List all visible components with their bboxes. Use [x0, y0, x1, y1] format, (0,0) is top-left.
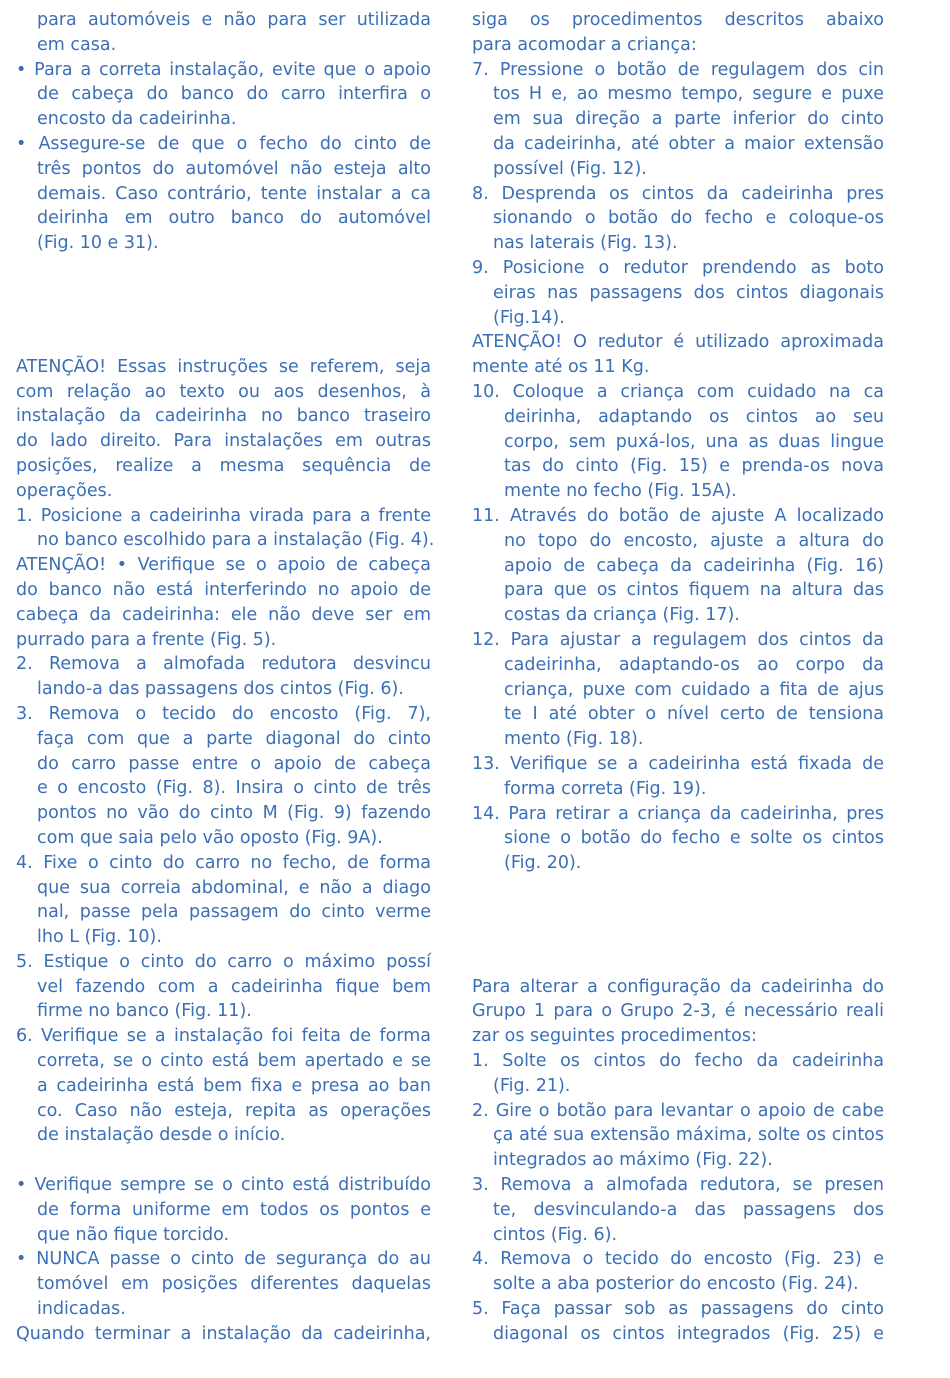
step-line: tos H e, ao mesmo tempo, segure e puxe	[493, 84, 884, 105]
step-line: (Fig. 20).	[504, 853, 582, 874]
text-line: para automóveis e não para ser utilizada	[37, 10, 431, 30]
spacer	[16, 1148, 431, 1173]
attention-line: instalação da cadeirinha no banco traseiro	[16, 406, 431, 427]
step-line: co. Caso não esteja, repita as operações	[37, 1100, 431, 1121]
step-line: 12. Para ajustar a regulagem dos cintos da	[472, 629, 884, 650]
text-line: para acomodar a criança:	[472, 34, 697, 55]
step-line: eiras nas passagens dos cintos diagonais	[493, 282, 884, 303]
step-line: a cadeirinha está bem fixa e presa ao ban	[37, 1075, 431, 1096]
step-line: cadeirinha, adaptando-os ao corpo da	[504, 654, 884, 675]
bullet-line: tomóvel em posições diferentes daquelas	[37, 1274, 431, 1295]
attention-line: com relação ao texto ou aos desenhos, à	[16, 381, 431, 402]
spacer	[16, 330, 431, 355]
step-line: te, desvinculando-a das passagens dos	[493, 1199, 884, 1220]
step-line: 4. Fixe o cinto do carro no fecho, de forma	[16, 852, 431, 873]
step-line: 2. Remova a almofada redutora desvincu	[16, 654, 431, 675]
bullet-line: deirinha em outro banco do automóvel	[37, 208, 431, 229]
step-line: 3. Remova o tecido do encosto (Fig. 7),	[16, 703, 431, 724]
bullet-line: • NUNCA passe o cinto de segurança do au	[16, 1249, 431, 1270]
step-line: 7. Pressione o botão de regulagem dos cin	[472, 59, 884, 80]
step-line: cintos (Fig. 6).	[493, 1224, 618, 1245]
step-line: nal, passe pela passagem do cinto verme	[37, 902, 431, 923]
step-line: costas da criança (Fig. 17).	[504, 605, 740, 626]
step-line: para que os cintos fiquem na altura das	[504, 580, 884, 601]
step-line: da cadeirinha, até obter a maior extensão	[493, 133, 884, 154]
step-line: 6. Verifique se a instalação foi feita de forma	[16, 1026, 431, 1047]
step-line: solte a aba posterior do encosto (Fig. 24).	[493, 1274, 859, 1295]
attention-line: operações.	[16, 480, 113, 501]
step-line: 1. Posicione a cadeirinha virada para a frente	[16, 505, 431, 526]
bullet-line: de forma uniforme em todos os pontos e	[37, 1199, 431, 1220]
step-line: 10. Coloque a criança com cuidado na ca	[472, 381, 884, 402]
step-line: 4. Remova o tecido do encosto (Fig. 23) e	[472, 1249, 884, 1270]
bullet-line: • Para a correta instalação, evite que o apoio	[16, 59, 431, 80]
attention-line: ATENÇÃO! • Verifique se o apoio de cabeça	[16, 555, 431, 576]
step-line: correta, se o cinto está bem apertado e se	[37, 1051, 431, 1072]
attention-line: mente até os 11 Kg.	[472, 357, 650, 378]
step-line: (Fig.14).	[493, 307, 565, 328]
step-line: e o encosto (Fig. 8). Insira o cinto de três	[37, 778, 431, 799]
step-line: corpo, sem puxá-los, una as duas lingue	[504, 431, 884, 452]
step-line: que sua correia abdominal, e não a diago	[37, 877, 431, 898]
attention-line: posições, realize a mesma sequência de	[16, 455, 431, 476]
step-line: 5. Faça passar sob as passagens do cinto	[472, 1299, 884, 1320]
bullet-line: • Verifique sempre se o cinto está distribuído	[16, 1175, 431, 1196]
group-intro-line: Grupo 1 para o Grupo 2-3, é necessário reali	[472, 1001, 884, 1022]
bullet-line: que não fique torcido.	[37, 1224, 230, 1245]
closing-line: Quando terminar a instalação da cadeirinha,	[16, 1323, 431, 1344]
spacer	[16, 256, 431, 330]
step-line: criança, puxe com cuidado a fita de ajus	[504, 679, 884, 700]
step-line: lho L (Fig. 10).	[37, 927, 162, 948]
bullet-line: • Assegure-se de que o fecho do cinto de	[16, 133, 431, 154]
step-line: 1. Solte os cintos do fecho da cadeirinha	[472, 1051, 884, 1072]
step-line: no topo do encosto, ajuste a altura do	[504, 530, 884, 551]
step-line: ça até sua extensão máxima, solte os cintos	[493, 1125, 884, 1146]
spacer	[472, 876, 884, 950]
bullet-line: de cabeça do banco do carro interfira o	[37, 84, 431, 105]
step-line: firme no banco (Fig. 11).	[37, 1001, 252, 1022]
bullet-line: demais. Caso contrário, tente instalar a ca	[37, 183, 431, 204]
bullet-line: três pontos do automóvel não esteja alto	[37, 158, 431, 179]
step-line: no banco escolhido para a instalação (Fig. 4).	[37, 530, 435, 551]
step-line: 5. Estique o cinto do carro o máximo possí	[16, 951, 431, 972]
step-line: deirinha, adaptando os cintos ao seu	[504, 406, 884, 427]
step-line: do carro passe entre o apoio de cabeça	[37, 753, 431, 774]
step-line: integrados ao máximo (Fig. 22).	[493, 1150, 773, 1171]
attention-line: purrado para a frente (Fig. 5).	[16, 629, 277, 650]
bullet-line: indicadas.	[37, 1299, 126, 1320]
step-line: pontos no vão do cinto M (Fig. 9) fazendo	[37, 803, 431, 824]
step-line: 8. Desprenda os cintos da cadeirinha pres	[472, 183, 884, 204]
step-line: de instalação desde o início.	[37, 1125, 286, 1146]
step-line: faça com que a parte diagonal do cinto	[37, 728, 431, 749]
bullet-line: encosto da cadeirinha.	[37, 109, 237, 130]
step-line: forma correta (Fig. 19).	[504, 778, 707, 799]
step-line: 3. Remova a almofada redutora, se presen	[472, 1175, 884, 1196]
bullet-line: (Fig. 10 e 31).	[37, 233, 159, 254]
step-line: 14. Para retirar a criança da cadeirinha, pres	[472, 803, 884, 824]
step-line: (Fig. 21).	[493, 1075, 571, 1096]
group-intro-line: Para alterar a configuração da cadeirinha do	[472, 976, 884, 997]
attention-line: ATENÇÃO! O redutor é utilizado aproximada	[472, 332, 884, 353]
step-line: 2. Gire o botão para levantar o apoio de cabe	[472, 1100, 884, 1121]
left-column	[16, 8, 435, 1347]
step-line: 13. Verifique se a cadeirinha está fixada de	[472, 753, 884, 774]
step-line: apoio de cabeça da cadeirinha (Fig. 16)	[504, 555, 884, 576]
attention-line: do lado direito. Para instalações em outras	[16, 431, 431, 452]
right-column	[472, 8, 884, 1347]
step-line: com que saia pelo vão oposto (Fig. 9A).	[37, 827, 383, 848]
step-line: nas laterais (Fig. 13).	[493, 233, 678, 254]
step-line: vel fazendo com a cadeirinha fique bem	[37, 976, 431, 997]
step-line: 11. Através do botão de ajuste A localizado	[472, 505, 884, 526]
step-line: possível (Fig. 12).	[493, 158, 647, 179]
spacer	[472, 950, 884, 975]
step-line: te I até obter o nível certo de tensiona	[504, 704, 884, 725]
step-line: lando-a das passagens dos cintos (Fig. 6).	[37, 679, 404, 700]
step-line: sione o botão do fecho e solte os cintos	[504, 828, 884, 849]
step-line: sionando o botão do fecho e coloque-os	[493, 208, 884, 229]
step-line: em sua direção a parte inferior do cinto	[493, 109, 884, 130]
step-line: mente no fecho (Fig. 15A).	[504, 481, 737, 502]
attention-line: do banco não está interferindo no apoio de	[16, 579, 431, 600]
text-line: siga os procedimentos descritos abaixo	[472, 10, 884, 30]
step-line: 9. Posicione o redutor prendendo as boto	[472, 257, 884, 278]
step-line: tas do cinto (Fig. 15) e prenda-os nova	[504, 456, 884, 477]
step-line: diagonal os cintos integrados (Fig. 25) e	[493, 1323, 884, 1344]
group-intro-line: zar os seguintes procedimentos:	[472, 1026, 757, 1047]
step-line: mento (Fig. 18).	[504, 729, 644, 750]
attention-line: cabeça da cadeirinha: ele não deve ser em	[16, 604, 431, 625]
text-line: em casa.	[37, 34, 117, 55]
attention-line: ATENÇÃO! Essas instruções se referem, seja	[16, 356, 431, 377]
